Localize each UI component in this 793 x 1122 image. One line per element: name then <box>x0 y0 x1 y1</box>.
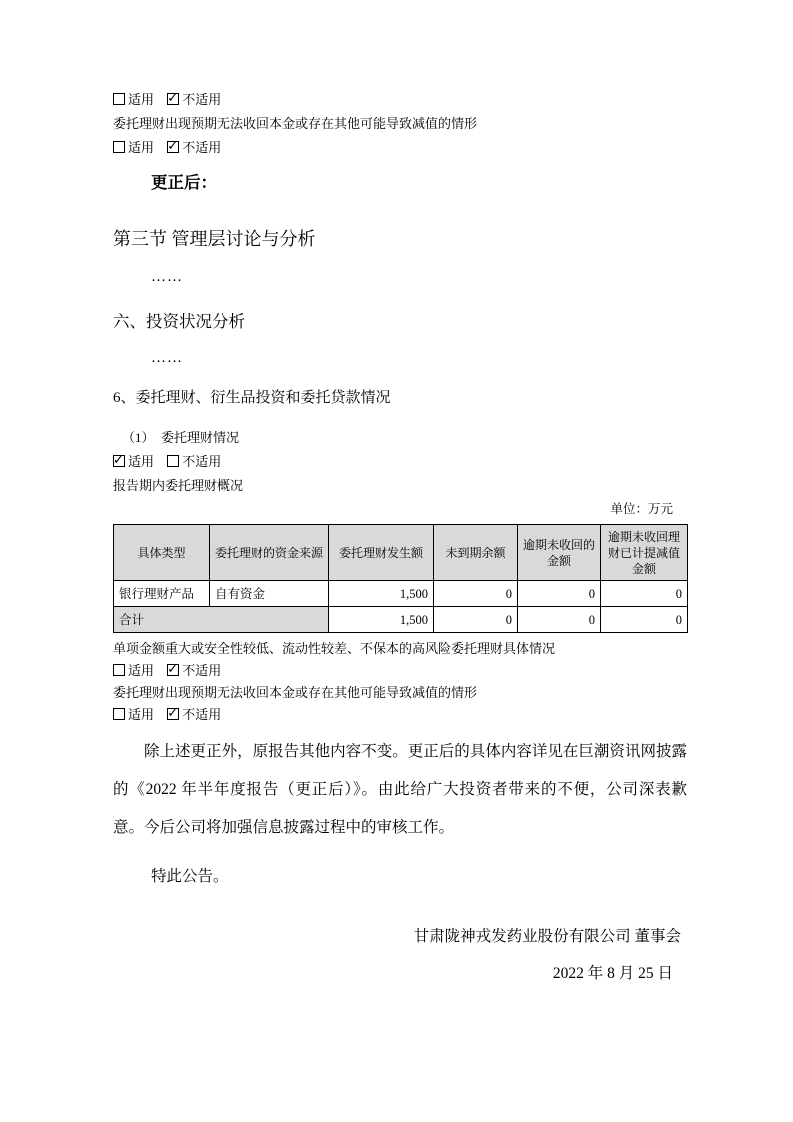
total-overdue: 0 <box>518 607 601 633</box>
applicable-label: 适用 <box>128 707 155 722</box>
applicable-label: 适用 <box>128 454 155 469</box>
total-amount: 1,500 <box>329 607 434 633</box>
ellipsis-line-1: …… <box>151 269 183 285</box>
table-caption: 报告期内委托理财概况 <box>113 478 244 493</box>
applicable-label: 适用 <box>128 663 155 678</box>
item-heading: 6、委托理财、衍生品投资和委托贷款情况 <box>113 390 391 406</box>
cell-impairment: 0 <box>601 581 688 607</box>
checkbox-unchecked-icon <box>113 708 125 720</box>
cell-outstanding: 0 <box>434 581 518 607</box>
cell-amount: 1,500 <box>329 581 434 607</box>
not-applicable-label: 不适用 <box>182 663 222 678</box>
unit-label: 单位：万元 <box>610 502 673 516</box>
total-impairment: 0 <box>601 607 688 633</box>
impairment-note-2: 委托理财出现预期无法收回本金或存在其他可能导致减值的情形 <box>113 685 478 700</box>
cell-type: 银行理财产品 <box>114 581 210 607</box>
checkbox-unchecked-icon <box>113 93 125 105</box>
col-header-overdue: 逾期未收回的金额 <box>518 525 601 581</box>
sub-item-heading: （1） 委托理财情况 <box>122 430 240 445</box>
chapter-heading: 第三节 管理层讨论与分析 <box>113 229 316 249</box>
cell-source: 自有资金 <box>210 581 329 607</box>
signature-date: 2022 年 8 月 25 日 <box>552 965 673 982</box>
col-header-impairment: 逾期未收回理财已计提减值金额 <box>601 525 688 581</box>
ellipsis-line-2: …… <box>151 350 183 366</box>
col-header-outstanding: 未到期余额 <box>434 525 518 581</box>
not-applicable-label: 不适用 <box>182 140 222 155</box>
applicability-row-4 <box>113 661 687 681</box>
signature-company: 甘肃陇神戎发药业股份有限公司 董事会 <box>413 928 681 945</box>
col-header-amount: 委托理财发生额 <box>329 525 434 581</box>
applicable-label: 适用 <box>128 140 155 155</box>
applicable-label: 适用 <box>128 92 155 107</box>
applicability-row-5 <box>113 705 687 725</box>
checkbox-checked-icon <box>167 708 179 720</box>
correction-heading: 更正后： <box>151 173 217 192</box>
checkbox-checked-icon <box>167 664 179 676</box>
announcement-line: 特此公告。 <box>151 868 229 885</box>
total-outstanding: 0 <box>434 607 518 633</box>
col-header-type: 具体类型 <box>114 525 210 581</box>
table-total-row <box>114 607 688 633</box>
checkbox-unchecked-icon <box>113 141 125 153</box>
not-applicable-label: 不适用 <box>182 454 222 469</box>
high-risk-note: 单项金额重大或安全性较低、流动性较差、不保本的高风险委托理财具体情况 <box>113 641 556 656</box>
table-header-row <box>114 525 688 581</box>
checkbox-unchecked-icon <box>167 455 179 467</box>
section-heading: 六、投资状况分析 <box>113 312 245 331</box>
cell-overdue: 0 <box>518 581 601 607</box>
col-header-fund-source: 委托理财的资金来源 <box>210 525 329 581</box>
entrusted-wealth-management-table <box>113 524 688 633</box>
checkbox-checked-icon <box>167 141 179 153</box>
checkbox-checked-icon <box>113 455 125 467</box>
applicability-row-3 <box>113 452 687 472</box>
not-applicable-label: 不适用 <box>182 707 222 722</box>
closing-paragraph: 除上述更正外，原报告其他内容不变。更正后的具体内容详见在巨潮资讯网披露的《2022 年半年度报告（更正后）》。由此给广大投资者带来的不便，公司深表歉意。今后公司将加强信息披露过程中的审核工作。 <box>113 743 687 836</box>
checkbox-checked-icon <box>167 93 179 105</box>
applicability-row-1 <box>113 90 687 110</box>
checkbox-unchecked-icon <box>113 664 125 676</box>
total-label: 合计 <box>114 607 329 633</box>
not-applicable-label: 不适用 <box>182 92 222 107</box>
impairment-note-1: 委托理财出现预期无法收回本金或存在其他可能导致减值的情形 <box>113 116 478 131</box>
applicability-row-2 <box>113 138 687 158</box>
table-row <box>114 581 688 607</box>
